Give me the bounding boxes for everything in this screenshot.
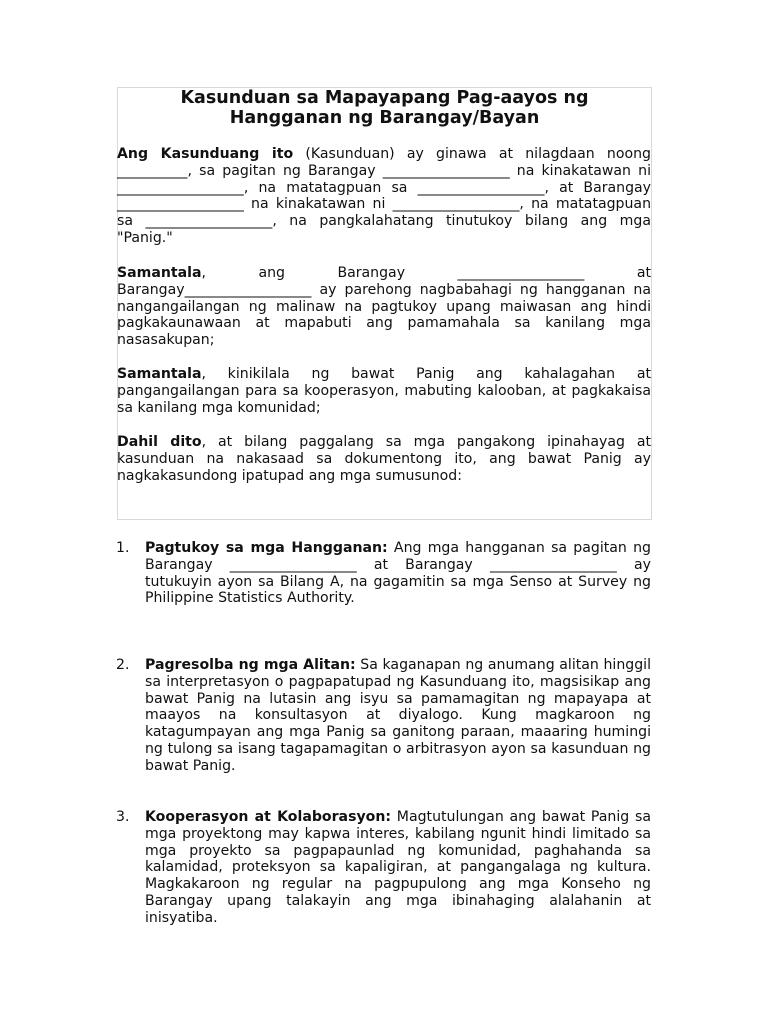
- list-item-3-text: Magtutulungan ang bawat Panig sa mga proyektong may kapwa interes, kabilang ngunit hindi limitado sa mga proyekto sa pagpapaunlad ng komunidad, paghahanda sa kalamidad, proteksyon sa kapaligiran, at pangangalaga ng kultura. Magkakaroon ng regular na pagpupulong ang mga Konseho ng Barangay upang talakayin ang mga ibinahaging alalahanin at inisyatiba.: [145, 809, 652, 926]
- intro-paragraph-1: [117, 146, 651, 247]
- intro-paragraph-3: [117, 366, 651, 416]
- list-item-3-lead: Kooperasyon at Kolaborasyon:: [145, 809, 391, 825]
- intro-paragraph-2-text: , ang Barangay __________________ at Barangay__________________ ay parehong nagbabahagi ng hangganan na nangangailangan ng malinaw na pagtukoy upang maiwasan ang hindi pagkakaunawaan at mapabuti ang pamamahala sa kanilang mga nasasakupan;: [117, 265, 651, 349]
- list-item-2-text: Sa kaganapan ng anumang alitan hinggil sa interpretasyon o pagpapatupad ng Kasunduang ito, magsisikap ang bawat Panig na lutasin ang isyu sa pamamagitan ng mapayapa at maayos na konsultasyon at diyalogo. Kung magkaroon ng katagumpayan ang mga Panig sa ganitong paraan, maaaring humingi ng tulong sa isang tagapamagitan o arbitrasyon ayon sa kasunduan ng bawat Panig.: [145, 657, 651, 774]
- intro-paragraph-2: [117, 265, 651, 349]
- intro-paragraph-3-lead: Samantala: [117, 366, 202, 382]
- list-number-3: 3.: [116, 809, 130, 825]
- list-item-1: [145, 540, 651, 607]
- list-item-1-lead: Pagtukoy sa mga Hangganan:: [145, 540, 388, 556]
- title-line-2: Hangganan ng Barangay/Bayan: [229, 108, 540, 128]
- intro-paragraph-4: [117, 434, 651, 484]
- list-item-1-text: Ang mga hangganan sa pagitan ng Barangay __________________ at Barangay __________________ ay tutukuyin ayon sa Bilang A, na gagamitin sa mga Senso at Survey ng Philippine Statistics Authority.: [145, 540, 651, 607]
- list-item-2: [145, 657, 651, 775]
- intro-paragraph-4-text: , at bilang paggalang sa mga pangakong ipinahayag at kasunduan na nakasaad sa dokumentong ito, ang bawat Panig ay nagkakasundong ipatupad ang mga sumusunod:: [117, 434, 651, 484]
- intro-paragraph-4-lead: Dahil dito: [117, 434, 202, 450]
- title-line-1: Kasunduan sa Mapayapang Pag-aayos ng: [180, 88, 589, 108]
- intro-paragraph-3-text: , kinikilala ng bawat Panig ang kahalagahan at pangangailangan para sa kooperasyon, mabuting kalooban, at pagkakaisa sa kanilang mga komunidad;: [117, 366, 651, 416]
- list-item-2-lead: Pagresolba ng mga Alitan:: [145, 657, 356, 673]
- list-number-2: 2.: [116, 657, 130, 673]
- list-number-1: 1.: [116, 540, 130, 556]
- document-title: [117, 88, 652, 128]
- intro-paragraph-2-lead: Samantala: [117, 265, 202, 281]
- intro-paragraph-1-text: (Kasunduan) ay ginawa at nilagdaan noong __________, sa pagitan ng Barangay __________________ na kinakatawan ni __________________, na matatagpuan sa __________________, at Barangay __________________ na kinakatawan ni __________________, na matatagpuan sa __________________, na pangkalahatang tinutukoy bilang ang mga "Panig.": [117, 146, 651, 246]
- intro-paragraph-1-lead: Ang Kasunduang ito: [117, 146, 294, 162]
- list-item-3: [145, 809, 651, 927]
